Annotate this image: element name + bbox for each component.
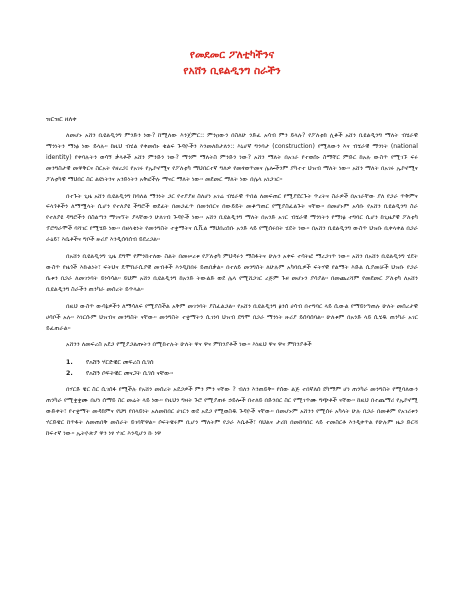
paragraph-1: ለመሆኑ አሸን ቢዩልዲንግ ምንድን ነው? ከሚለው እንጀምር:: ምንዐውን በስለሁ ንድፈ አሳብ ምን ይላሉ? የፖለቲከ ሊቆች አሸን ቢዩልዲንግ ማለት ብሄራዊ ማንነትን ማነፅ ነው ይላሉ፡፡ ከዚህ ብሂል የቀመሰኑ ቁልፍ ጉዳዮችን እንመለከታለን:: እኒሆኛ ግንባታ (construction) የሚለውን እና ብሄራዊ ማንነት (national identity) የቀባሉትን ወሳኝ ቃላቶች አሸን ምንድን ነው? ማንም ማለትስ ምንድን ነው? አሸን ማለት በአገራ የተወሰኑ ስማቸር ምድር ከአሉ ውስጥ የሚገኙ ፍሩ መንግስታዊ መዋቅርና ስርአት የዘረጋ፤ የአገሩ የኢኮኖሚና የፖለቲካ ማህበርተኛ ግለዎ የመፃወጥመና ሌሎችንም ያካተተ ህዝብ ማለት ነው፡፡ አሸን ማለት በአገሩ ኢኮኖሚና ፖለቲካዊ ማህበር ስር ልዩነትንና አንድነትን አቅፎችሉ ማናር ማለት ነው፡፡ መደመር ማለት ነው በሌላ አነጋገር፡፡ [46, 132, 418, 183]
document-title-line2: የአሸን ቢዩልዲንግ ስራችን [183, 65, 281, 77]
title-block [46, 47, 418, 79]
paragraph-3: በአሸን ቢዩልዲንግ ጊዜ ደግሞ የምንከተለው ስልት በመሠረቱ የፖለቲካ ምህዳሩን ማስፋትና ሁሉን አቀፍ ተሳትፎ ማረጋገጥ ነው፡፡ አሸን በአሸን ቢዩልዲንግ ሂደት ውስጥ የዜጎች እኩልነት፣ ፍትህና ዴሞክራሲያዊ መብቶች እንዲከበሩ ይጠበቃል፡፡ በተለይ መንግስት ለሁሉም አካባቢዎች ፍትሃዊ የልማት እድል ሲያመቻች ህዝቡ የጋራ ቤቱን በጋራ ለመገንባት ይነሳሳል፡፡ ይህም አሸን ቢዩልዲንግ ከአንድ ትውልድ ወደ ሌላ የሚሸጋገር ረጅም ጉዞ መሆኑን ያሳያል፡፡ በመጨረሻም የመደመር ፖለቲካ ለአሸን ቢዩልዲንግ ስራችን ጠንካራ መሰረት ይጥላል፡፡ [46, 253, 418, 293]
paragraph-4: በዚህ ውስጥ ውሳኔዎችን ለማሳለፍ የሚያስችል አቅም መገንባት ያስፈልጋል፡፡ የአሸን ቢዩልዲንግ ፅንሰ ሀሳብ በተግባር ላይ ሲውል የማይነጣጠሉ ሁለት መሰረታዊ ሀሳቦች አሉ፡፡ እነርሱም ህዝብና መንግስት ናቸው፡፡ መንግስት ተቋማትን ሲገነባ ህዝብ ደግሞ በጋራ ማንነት ዙሪያ ይሰባሰባል፡፡ ሁለቱም በአንድ ላይ ሲሄዱ ጠንካራ አገር ይፈጠራል፡፡ [46, 302, 418, 332]
paragraph-5: አሸንን ለመፍረስ አደጋ የሚያጋልጡትን በሚከተሉት ሁለት ዋና ዋና ምክንያቶች ነው፡፡ እነዚህ ዋና ዋና ምክንያቶች [66, 341, 312, 349]
list-item-number: 1. [66, 359, 73, 367]
document-title-line1: የመደመር ፖለቲካችንና [189, 49, 275, 61]
list-item-text: የአሸን ሶፍትዌር መናጋት ሲገሰ ናቸው፡፡ [86, 370, 174, 378]
author-label: ዝርዝር ዘለቀ [46, 115, 77, 123]
list-item-number: 2. [66, 370, 73, 378]
list-item-text: የአሸን ሃርድዌር መፍረስ ሲገሰ [86, 359, 154, 367]
list-item [66, 357, 418, 368]
list-item [66, 368, 418, 379]
closing-paragraph: በሃርድ ዌር ስር ሲገሰፋ የሚችሉ የአሸን መሰረት አደጋዎች ምን ምን ናቸው ? ብለን እንጠይቅ፡፡ የሰው ልጅ ተበኛለሰ ደካማም ሆነ ጠንካራ መንግስት የሚባለውን ጠንካራ የሚቋቋሙ በሆነ ሰማይ ስር መሬት ላይ ነው፡፡ የዚህን ግዛት ጉሮ የሚያጠፉ ኃይሎች በተለይ በድንበር ስር የሚገጥሙ ግጭቶች ናቸው፡፡ ከዚህ በተጨማሪ የኢኮኖሚ ውድቀት፣ የተቋማት መዳከምና የህግ የበላይነት አለመከበር ሀገርን ወደ አደጋ የሚወስዱ ጉዳዮች ናቸው፡፡ በመሆኑም አሸንን የሚሰሩ አካላት ሁሉ በጋራ በመቆም የአገሪቱን ሃርድዌር ከጥፋት ለመጠበቅ መስራት ይገባቸዋል፡፡ ሶፍትዌሩም ቢሆን ማለትም የጋራ እሴቶች፣ ባህልና ታሪክ በመከባበር ላይ ተመስርቶ እንዲቀጥል የሁሉም ዜጋ ድርሻ ከፍተኛ ነው፡፡ ኢትዮጵያ ዋን ነፃ ሃገር እንዲሆን ኩ ነዋ [46, 386, 418, 437]
paragraph-2: በተጉት ጊዜ አሸን ቢዩልዲንግ ከባለል ማንነት ጋር የተያያዘ ስለሆነ አገሬ ብሄራዊ ጥበል ለመፍጠር የሚያደርጉት ጥረትና ስራዎች በአገራቸው ያለ የጋራ ጥቅምና ፍላጎቶችን ለማሟላት ሲሆን የተለያዩ ችግሮች ወደፊት በመጋፈጥ በመንበርና በውይይት መቆጣጠር የሚያስፈልጉት ናቸው፡፡ በመሆኑም አሳቡ የአሸን ቢዩልዲንግ ስራ የተለያዩ ዳግሮችን በስልጣን ማገናኘት ያላቸውን ሁለገብ ጉዳዮች ነው፡፡ አሸን ቢዩልዲንግ ማለት በአንድ አገር ብሄራዊ ማንነትን የማነፅ ተግባር ሲሆን ከጊዜያዊ ፖለቲካ ፕሮግራሞች ባሻገር የሚሄድ ነው፡፡ በዘላቂነት የመንግስት ተቋማትና ሲቪል ማህበረሰቡ አንድ ላይ የሚሰሩበት ሂደት ነው፡፡ በአሸን ቢዩልዲንግ ውስጥ ህዝቡ ቢቀላቀል በጋራ ራዕይ፣ እሴቶችና ግቦች ዙሪያ እንዲሰባሰብ ይደረጋል፡፡ [46, 192, 418, 244]
numbered-list [66, 357, 418, 379]
